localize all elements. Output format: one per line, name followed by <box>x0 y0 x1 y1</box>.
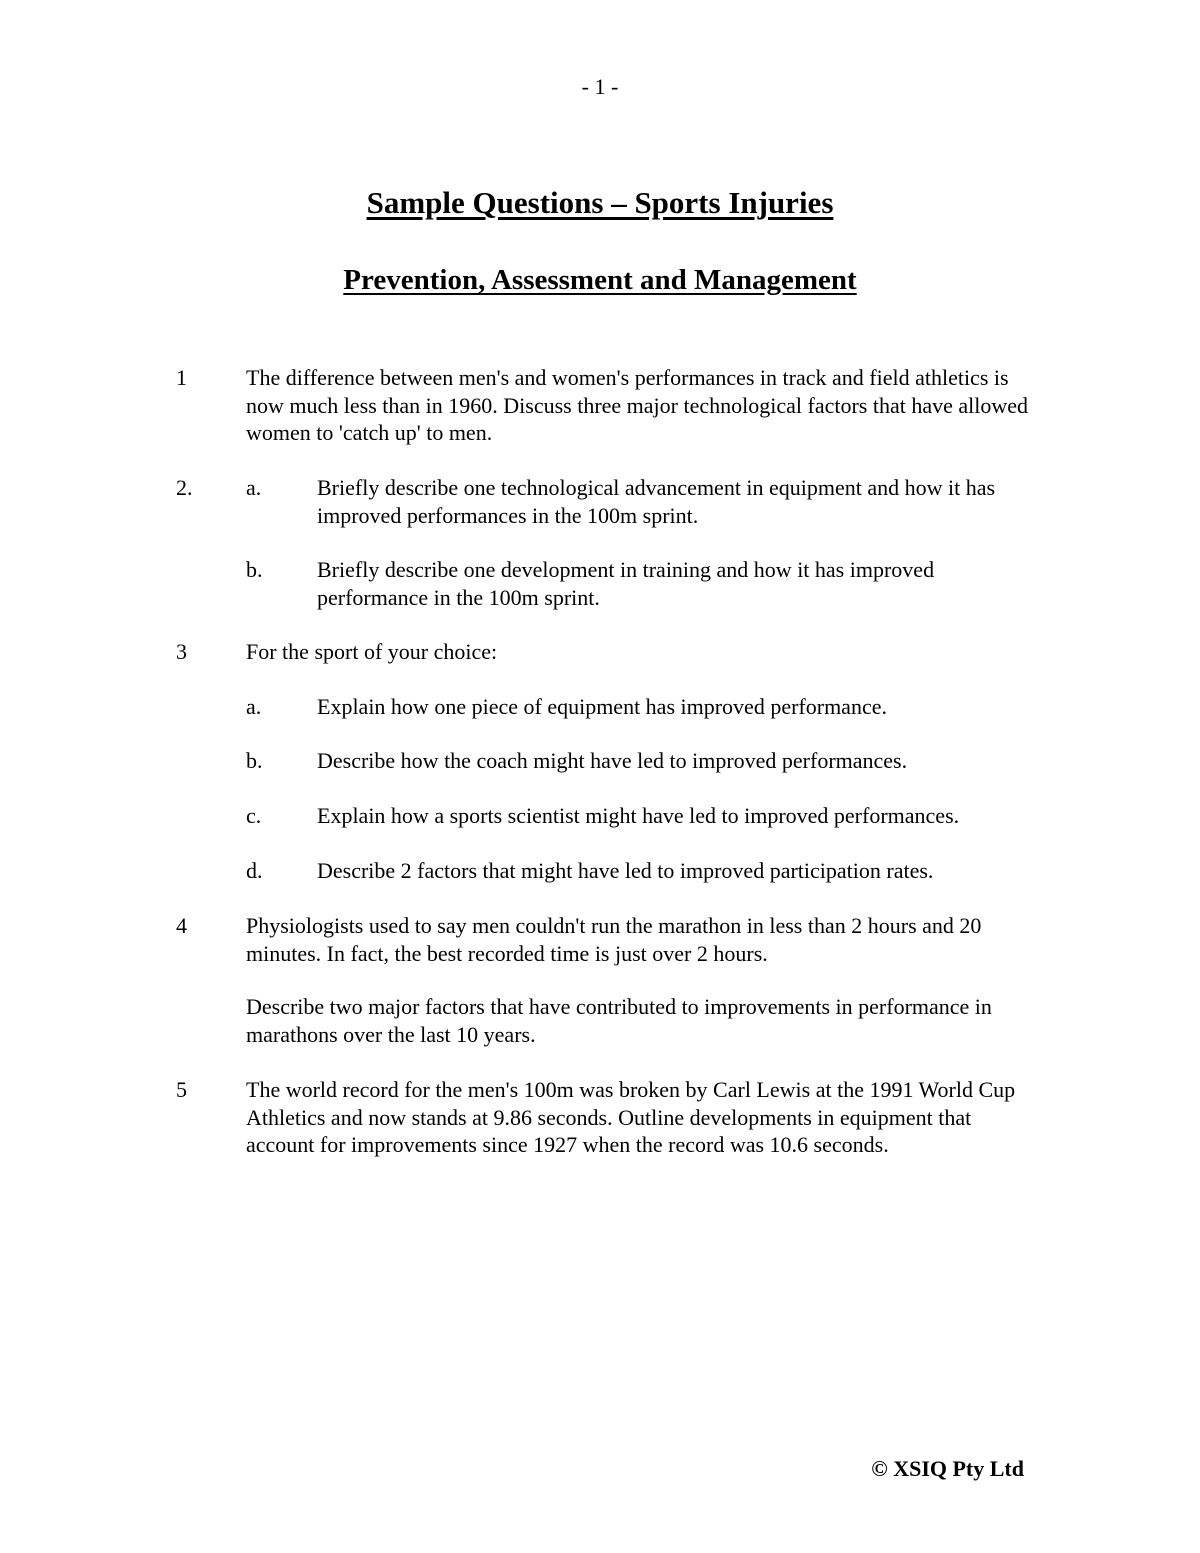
question-5-number: 5 <box>176 1077 187 1102</box>
question-2-number: 2. <box>176 475 193 500</box>
question-3b-text: Describe how the coach might have led to improved performances. <box>317 748 908 773</box>
question-3d-text: Describe 2 factors that might have led to improved participation rates. <box>317 858 934 883</box>
question-3a-letter: a. <box>246 694 262 719</box>
question-2b-text: Briefly describe one development in training and how it has improved performance in the 100m sprint. <box>317 557 935 610</box>
question-3b-letter: b. <box>246 748 263 773</box>
question-4-text: Physiologists used to say men couldn't run the marathon in less than 2 hours and 20 minutes. In fact, the best recorded time is just over 2 hours. <box>246 913 982 966</box>
question-2a-letter: a. <box>246 475 262 500</box>
question-3-number: 3 <box>176 639 187 664</box>
question-2b-letter: b. <box>246 557 263 582</box>
question-3-text: For the sport of your choice: <box>246 639 498 664</box>
question-1-number: 1 <box>176 365 187 390</box>
question-4-number: 4 <box>176 913 187 938</box>
page-number: - 1 - <box>581 74 619 99</box>
question-5-text: The world record for the men's 100m was broken by Carl Lewis at the 1991 World Cup Athletics and now stands at 9.86 seconds. Outline developments in equipment that account for improvements since 1927 when the record was 10.6 seconds. <box>246 1077 1016 1157</box>
question-2a-text: Briefly describe one technological advancement in equipment and how it has improved performances in the 100m sprint. <box>317 475 996 528</box>
question-1-text: The difference between men's and women's performances in track and field athletics is now much less than in 1960. Discuss three major technological factors that have allowed women to 'catch up' to men. <box>246 365 1029 445</box>
question-3c-letter: c. <box>246 803 262 828</box>
question-3a-text: Explain how one piece of equipment has improved performance. <box>317 694 887 719</box>
copyright-footer: © XSIQ Pty Ltd <box>871 1456 1024 1481</box>
question-4-followup-text: Describe two major factors that have contributed to improvements in performance in marathons over the last 10 years. <box>246 994 992 1047</box>
document-subtitle: Prevention, Assessment and Management <box>343 264 857 296</box>
question-3c-text: Explain how a sports scientist might have led to improved performances. <box>317 803 960 828</box>
question-3d-letter: d. <box>246 858 263 883</box>
document-title: Sample Questions – Sports Injuries <box>366 185 834 220</box>
